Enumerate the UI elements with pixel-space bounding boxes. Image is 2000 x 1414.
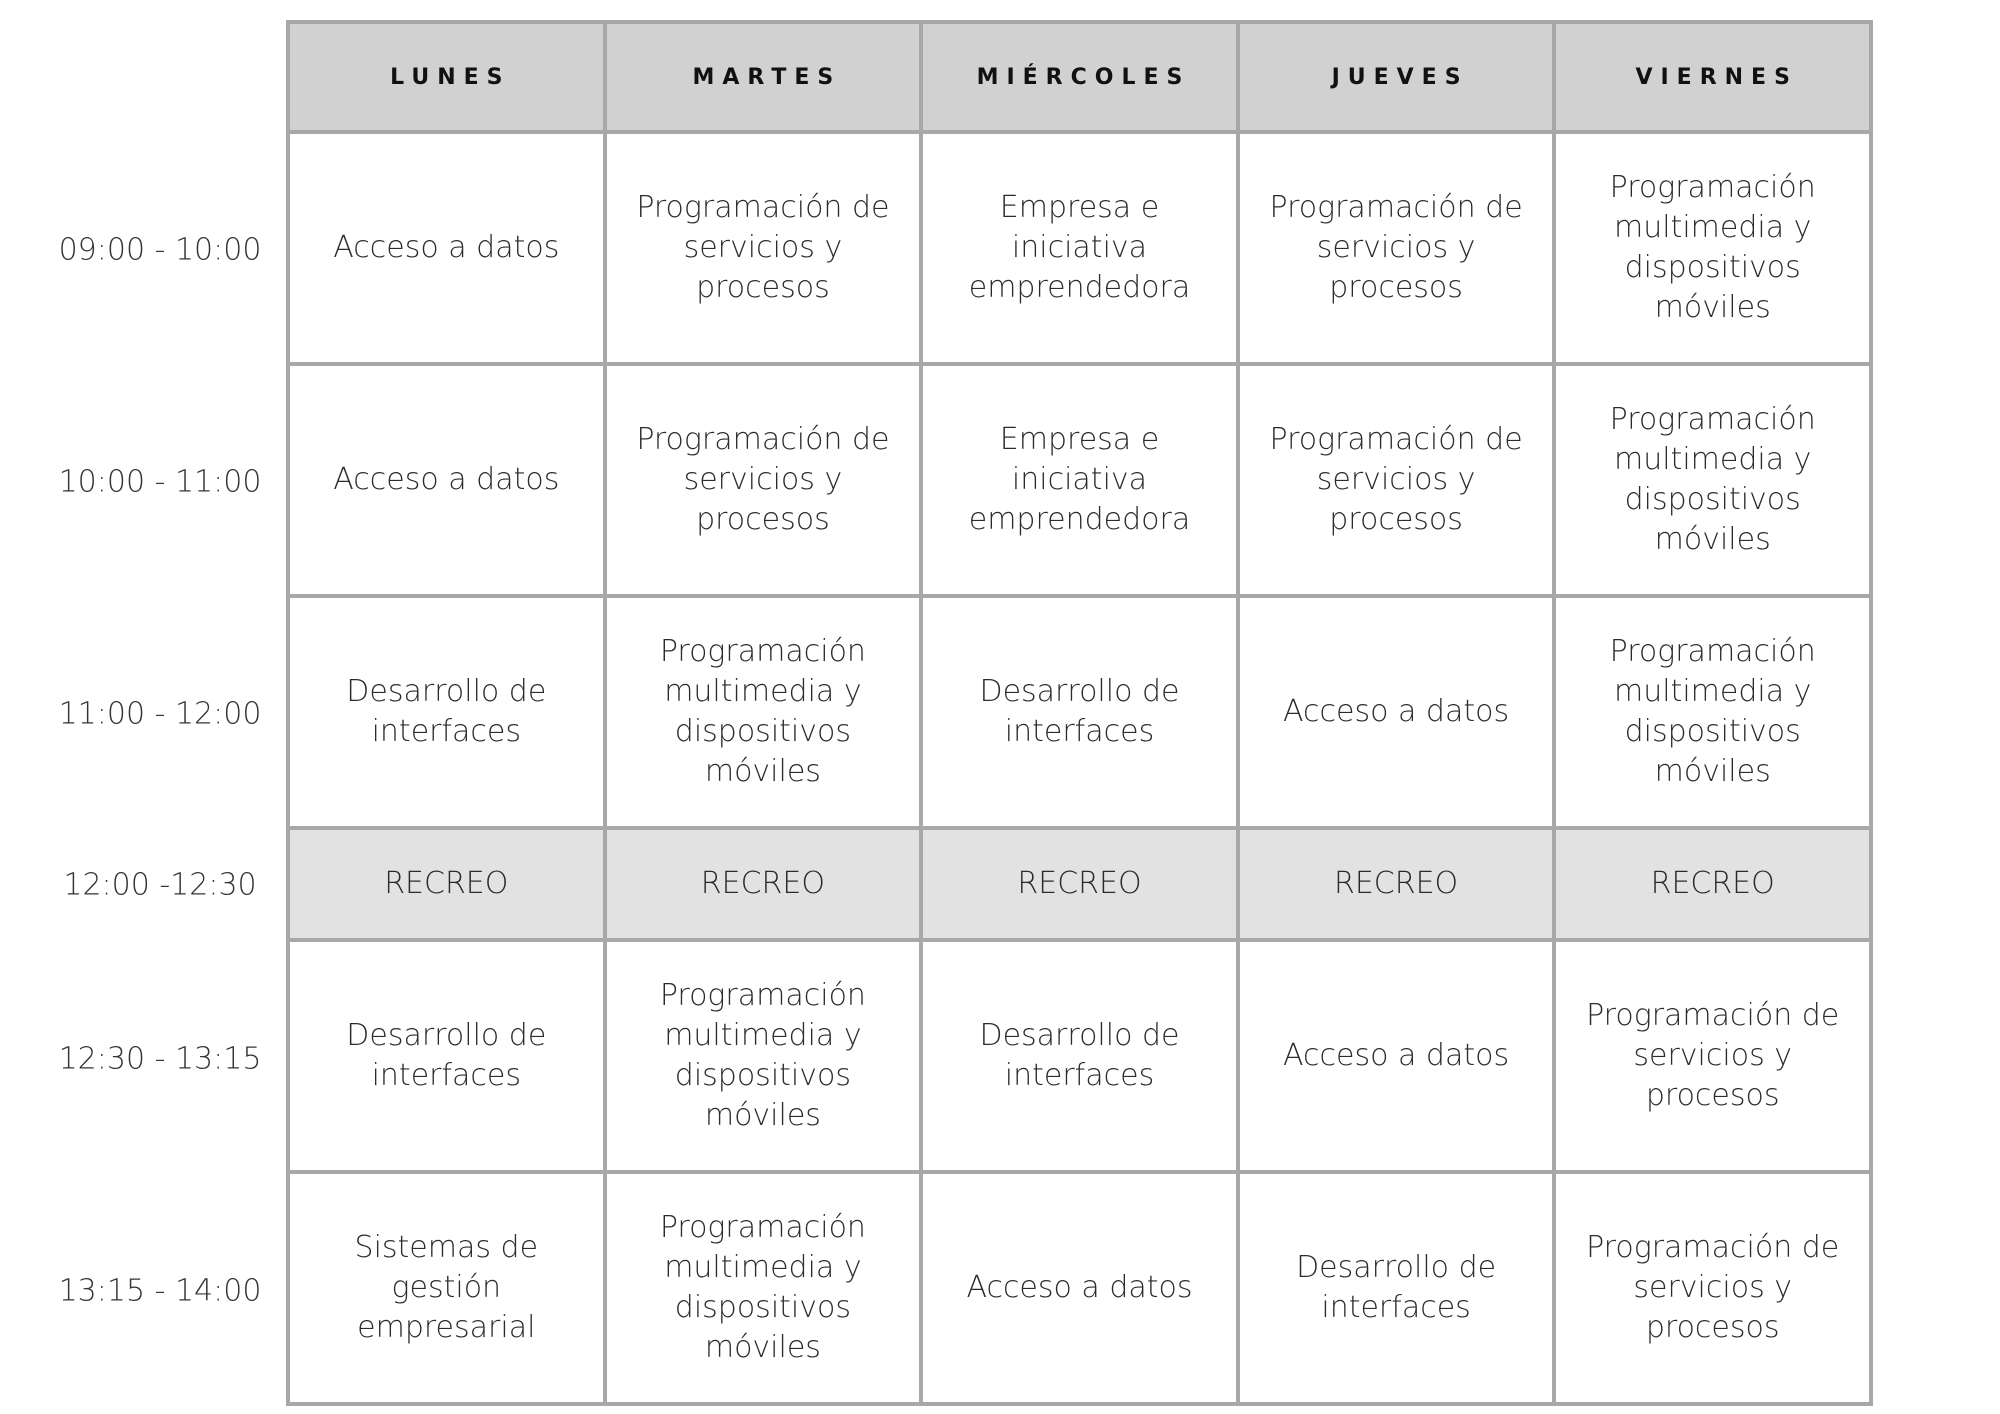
schedule-table [286,20,1873,1406]
subject-cell: Desarrollo de interfaces [921,596,1238,828]
subject-cell: Empresa e iniciativa emprendedora [921,364,1238,596]
subject-cell: Programación multimedia y dispositivos móviles [1554,364,1871,596]
subject-cell: Desarrollo de interfaces [921,940,1238,1172]
subject-cell: Programación de servicios y procesos [605,364,922,596]
schedule-row [288,132,1871,364]
break-cell: RECREO [921,828,1238,940]
subject-cell: Acceso a datos [1238,596,1555,828]
subject-cell: Acceso a datos [288,132,605,364]
day-label: MARTES [692,64,842,90]
subject-cell: Desarrollo de interfaces [288,940,605,1172]
break-cell: RECREO [605,828,922,940]
time-label: 11:00 - 12:00 [58,696,262,732]
break-cell: RECREO [1554,828,1871,940]
day-header-viernes [1554,22,1871,132]
subject-cell: Programación multimedia y dispositivos móviles [605,940,922,1172]
subject-cell: Sistemas de gestión empresarial [288,1172,605,1404]
header-row [288,22,1871,132]
subject-cell: Programación de servicios y procesos [1238,364,1555,596]
time-label: 12:00 -12:30 [63,867,257,903]
subject-cell: Acceso a datos [1238,940,1555,1172]
subject-cell: Acceso a datos [288,364,605,596]
day-header-lunes [288,22,605,132]
schedule-row [288,940,1871,1172]
subject-cell: Empresa e iniciativa emprendedora [921,132,1238,364]
subject-cell: Programación de servicios y procesos [1554,1172,1871,1404]
subject-cell: Desarrollo de interfaces [1238,1172,1555,1404]
subject-cell: Programación multimedia y dispositivos móviles [605,1172,922,1404]
time-label: 10:00 - 11:00 [58,464,262,500]
day-label: MIÉRCOLES [976,64,1191,90]
break-row [288,828,1871,940]
subject-cell: Programación de servicios y procesos [1238,132,1555,364]
subject-cell: Programación de servicios y procesos [1554,940,1871,1172]
day-header-jueves [1238,22,1555,132]
break-cell: RECREO [1238,828,1555,940]
schedule-row [288,596,1871,828]
subject-cell: Programación multimedia y dispositivos móviles [1554,132,1871,364]
day-label: JUEVES [1331,64,1469,90]
break-cell: RECREO [288,828,605,940]
subject-cell: Programación multimedia y dispositivos móviles [1554,596,1871,828]
day-label: VIERNES [1635,64,1798,90]
time-label: 13:15 - 14:00 [58,1273,262,1309]
day-header-miercoles [921,22,1238,132]
schedule-row [288,1172,1871,1404]
day-header-martes [605,22,922,132]
time-label: 09:00 - 10:00 [58,232,262,268]
subject-cell: Desarrollo de interfaces [288,596,605,828]
time-label: 12:30 - 13:15 [58,1041,262,1077]
schedule-row [288,364,1871,596]
time-column [0,0,320,1414]
subject-cell: Programación de servicios y procesos [605,132,922,364]
subject-cell: Programación multimedia y dispositivos móviles [605,596,922,828]
subject-cell: Acceso a datos [921,1172,1238,1404]
day-label: LUNES [390,64,511,90]
